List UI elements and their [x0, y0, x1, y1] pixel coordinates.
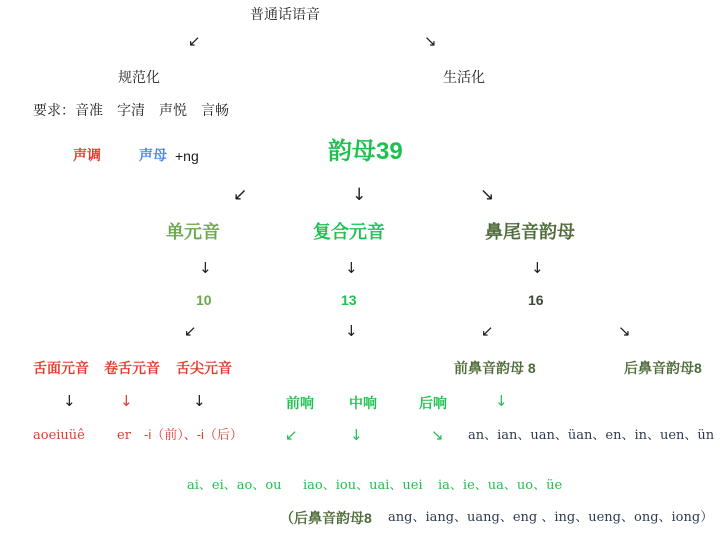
- ng-suffix-label: +ng: [175, 148, 199, 164]
- down-left-arrow-icon: ↙: [481, 322, 494, 340]
- category-nasal-final: 鼻尾音韵母: [485, 222, 575, 242]
- back-nasal-finals-prefix: （后鼻音韵母8: [280, 510, 372, 526]
- down-arrow-icon: ↓: [193, 392, 206, 410]
- front-prominent-label: 前响: [286, 395, 314, 411]
- down-right-arrow-icon: ↘: [431, 426, 444, 444]
- category-compound-vowel: 复合元音: [313, 222, 385, 242]
- tone-label: 声调: [73, 147, 101, 163]
- tongue-surface-vowel-label: 舌面元音: [33, 360, 89, 376]
- middle-prominent-label: 中响: [349, 395, 377, 411]
- middle-prominent-values: iao、iou、uai、uei: [303, 478, 423, 493]
- down-arrow-icon: ↓: [63, 392, 76, 410]
- finals-title: 韵母39: [328, 138, 403, 165]
- back-prominent-values: ia、ie、ua、uo、üe: [438, 478, 563, 493]
- single-vowel-count: 10: [196, 292, 212, 308]
- initial-label: 声母: [139, 147, 167, 163]
- down-right-arrow-icon: ↘: [618, 322, 631, 340]
- tongue-surface-vowel-values: aoeiuüê: [33, 428, 85, 443]
- front-prominent-values: ai、ei、ao、ou: [187, 478, 282, 493]
- branch-standardized: 规范化: [118, 69, 160, 85]
- front-nasal-finals-label: 前鼻音韵母 8: [454, 360, 536, 376]
- front-nasal-finals-values: an、ian、uan、üan、en、in、uen、ün: [468, 428, 715, 443]
- nasal-final-count: 16: [528, 292, 544, 308]
- back-nasal-finals-values: ang、iang、uang、eng 、ing、ueng、ong、iong）: [388, 510, 714, 525]
- branch-colloquial: 生活化: [443, 69, 485, 85]
- down-arrow-icon: ↓: [345, 322, 358, 340]
- compound-vowel-count: 13: [341, 292, 357, 308]
- down-arrow-icon: ↓: [345, 259, 358, 277]
- down-arrow-icon: ↓: [531, 259, 544, 277]
- down-left-arrow-icon: ↙: [233, 185, 248, 205]
- down-arrow-icon: ↓: [495, 392, 508, 410]
- down-left-arrow-icon: ↙: [188, 32, 201, 50]
- apical-vowel-values: -i（前）、-i（后）: [144, 427, 243, 442]
- down-arrow-icon: ↓: [120, 392, 133, 410]
- requirements-line: 要求：音准 字清 声悦 言畅: [33, 102, 229, 118]
- down-arrow-icon: ↓: [199, 259, 212, 277]
- down-arrow-icon: ↓: [350, 426, 363, 444]
- back-prominent-label: 后响: [419, 395, 447, 411]
- back-nasal-finals-label: 后鼻音韵母8: [624, 360, 702, 376]
- down-right-arrow-icon: ↘: [480, 185, 495, 205]
- retroflex-vowel-label: 卷舌元音: [104, 360, 160, 376]
- apical-vowel-label: 舌尖元音: [176, 360, 232, 376]
- category-single-vowel: 单元音: [166, 222, 220, 242]
- down-right-arrow-icon: ↘: [424, 32, 437, 50]
- down-arrow-icon: ↓: [352, 185, 367, 205]
- retroflex-vowel-values: er: [117, 428, 131, 443]
- down-left-arrow-icon: ↙: [184, 322, 197, 340]
- down-left-arrow-icon: ↙: [285, 426, 298, 444]
- diagram-title: 普通话语音: [250, 6, 320, 22]
